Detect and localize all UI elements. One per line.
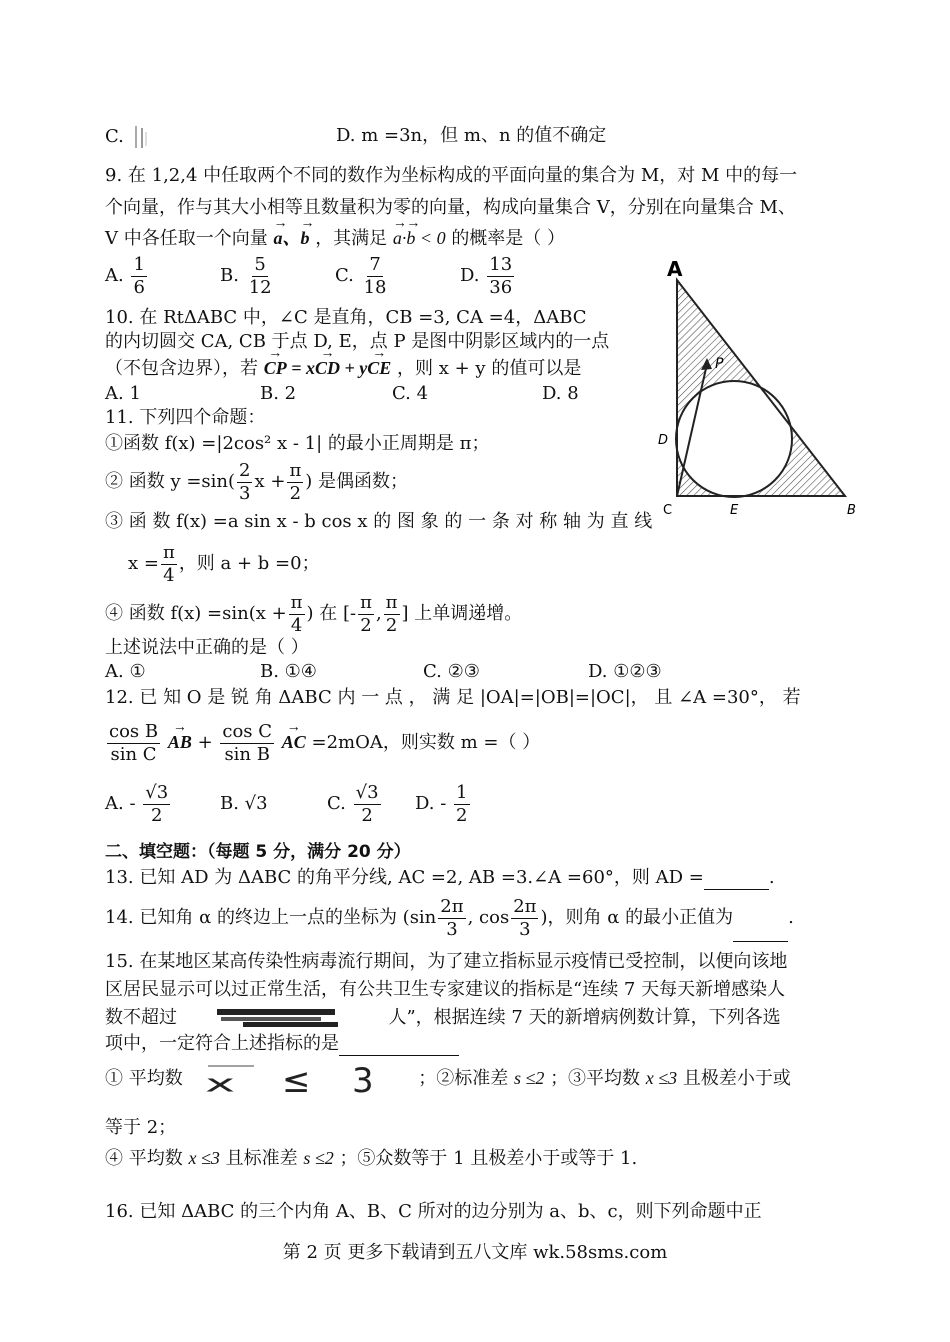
label-a: A — [667, 258, 683, 281]
svg-text:3: 3 — [352, 1062, 375, 1096]
garbled-number-image — [213, 1007, 353, 1029]
label-b: B — [847, 503, 856, 518]
q9-line3 — [105, 226, 565, 251]
q11-prop2: ② 函数 y =sin( $\frac{2}{3}$ x + $\frac{\pi}{2}$ ) 是偶函数； — [105, 459, 409, 504]
q9-option-b: B. $\frac{5}{12}$ — [220, 253, 272, 298]
q10-line3-b: ，则 x + y 的值可以是 — [397, 358, 582, 379]
vector-a-b: → a、→ b — [273, 228, 309, 248]
q11-option-a: A. ① — [105, 661, 146, 682]
garbled-formula-image — [202, 1062, 412, 1096]
q15-line2: 区居民显示可以过正常生活，有公共卫生专家建议的指标是“连续 7 天每天新增感染人 — [105, 979, 786, 1000]
label-e: E — [730, 503, 739, 518]
q11-option-b: B. ①④ — [260, 661, 317, 682]
q9-line3-b: ，其满足 — [315, 228, 393, 249]
q15-line3: 数不超过 人”，根据连续 7 天的新增病例数计算，下列各选 — [105, 1007, 781, 1028]
q10-line1: 10. 在 RtΔABC 中，∠C 是直角，CB =3, CA =4，ΔABC — [105, 307, 587, 328]
q11-summary: 上述说法中正确的是（ ） — [105, 637, 309, 658]
vector-equation: → CP = x→ CD + y→ CE — [264, 358, 392, 378]
q15-line1: 15. 在某地区某高传染性病毒流行期间，为了建立指标显示疫情已受控制，以便向该地 — [105, 951, 788, 972]
q9-line3-c: 的概率是（ ） — [451, 228, 566, 249]
section-fill-in-title: 二、填空题：（每题 5 分，满分 20 分） — [105, 842, 411, 862]
q12-option-c: C. $\frac{√3}{2}$ — [327, 781, 379, 826]
q15-options-row2: ④ 平均数 x ≤3 且标准差 s ≤2 ；⑤众数等于 1 且极差小于或等于 1. — [105, 1148, 638, 1169]
q11-prop3-axis: x = $\frac{\pi}{4}$ ，则 a + b =0； — [128, 541, 320, 586]
q9-option-a: A. $\frac{1}{6}$ — [105, 253, 145, 298]
q14-answer-blank[interactable] — [733, 923, 788, 942]
q10-line3 — [105, 356, 581, 381]
q8-option-d: D. m =3n，但 m、n 的值不确定 — [336, 125, 607, 146]
dot-product-condition: → a·→ b < 0 — [393, 228, 446, 248]
q11-title: 11. 下列四个命题： — [105, 407, 266, 428]
q10-line3-a: （不包含边界），若 — [105, 358, 264, 379]
q14: 14. 已知角 α 的终边上一点的坐标为 (sin $\frac{2\pi}{3}$ , cos $\frac{2\pi}{3}$ )，则角 α 的最小正值为 . — [105, 894, 794, 942]
page-footer: 第 2 页 更多下载请到五八文库 wk.58sms.com — [282, 1242, 668, 1263]
q11-prop4: ④ 函数 f(x) =sin(x + $\frac{\pi}{4}$ ) 在 [- $\frac{\pi}{2}$ , $\frac{\pi}{2}$ ] 上单调递增。 — [105, 591, 523, 636]
q11-prop1: ①函数 f(x) =|2cos² x - 1| 的最小正周期是 π； — [105, 433, 490, 454]
q12-option-b: B. √3 — [220, 793, 268, 814]
q10-option-b: B. 2 — [260, 383, 297, 404]
q12-line1: 12. 已 知 O 是 锐 角 ΔABC 内 一 点 ， 满 足 |OA|=|OB|=|OC|， 且 ∠A =30°， 若 — [105, 687, 801, 708]
q10-option-c: C. 4 — [392, 383, 429, 404]
q15-line4: 项中，一定符合上述指标的是 — [105, 1032, 459, 1056]
q10-option-d: D. 8 — [542, 383, 579, 404]
label-c: C — [663, 503, 673, 518]
q15-answer-blank[interactable] — [339, 1037, 459, 1056]
svg-text:x: x — [205, 1069, 236, 1096]
q11-option-c: C. ②③ — [423, 661, 480, 682]
q13: 13. 已知 AD 为 ΔABC 的角平分线, AC =2, AB =3.∠A =60°，则 AD = . — [105, 867, 775, 888]
q16-line1: 16. 已知 ΔABC 的三个内角 A、B、C 所对的边分别为 a、b、c，则下列命题中正 — [105, 1201, 762, 1222]
q10-option-a: A. 1 — [105, 383, 141, 404]
q11-prop3: ③ 函 数 f(x) =a sin x - b cos x 的 图 象 的 一 条 对 称 轴 为 直 线 — [105, 511, 653, 532]
q10-line2: 的内切圆交 CA, CB 于点 D, E，点 P 是图中阴影区域内的一点 — [105, 331, 610, 352]
q9-line3-a: V 中各任取一个向量 — [105, 228, 274, 249]
q12-line2: $\frac{\text{cos B}}{\text{sin C}}$ → AB + $\frac{\text{cos C}}{\text{sin B}}$ → AC =2mOA，则实数 m =（ ） — [105, 718, 540, 767]
q9-line1: 9. 在 1,2,4 中任取两个不同的数作为坐标构成的平面向量的集合为 M，对 M 中的每一 — [105, 165, 798, 186]
q9-line2: 个向量，作与其大小相等且数量积为零的向量，构成向量集合 V，分别在向量集合 M、 — [105, 197, 796, 218]
q15-options-row1: ① 平均数 x ≤ 3 ；②标准差 s ≤2 ；③平均数 x ≤3 且极差小于或 — [105, 1062, 791, 1096]
label-d: D — [658, 433, 669, 448]
label-p: P — [715, 356, 724, 372]
q11-option-d: D. ①②③ — [588, 661, 662, 682]
q8-option-c: C. — [105, 126, 124, 147]
svg-text:≤: ≤ — [282, 1062, 311, 1096]
q12-option-d: D. - $\frac{1}{2}$ — [415, 781, 468, 826]
q9-option-c: C. $\frac{7}{18}$ — [335, 253, 387, 298]
q15-line6: 等于 2； — [105, 1117, 177, 1138]
triangle-figure — [655, 258, 865, 523]
shaded-region — [655, 258, 865, 523]
q9-option-d: D. $\frac{13}{36}$ — [460, 253, 513, 298]
garbled-image — [130, 124, 150, 150]
q8-line — [105, 124, 607, 150]
q12-option-a: A. - $\frac{√3}{2}$ — [105, 781, 169, 826]
q13-answer-blank[interactable] — [704, 871, 769, 890]
